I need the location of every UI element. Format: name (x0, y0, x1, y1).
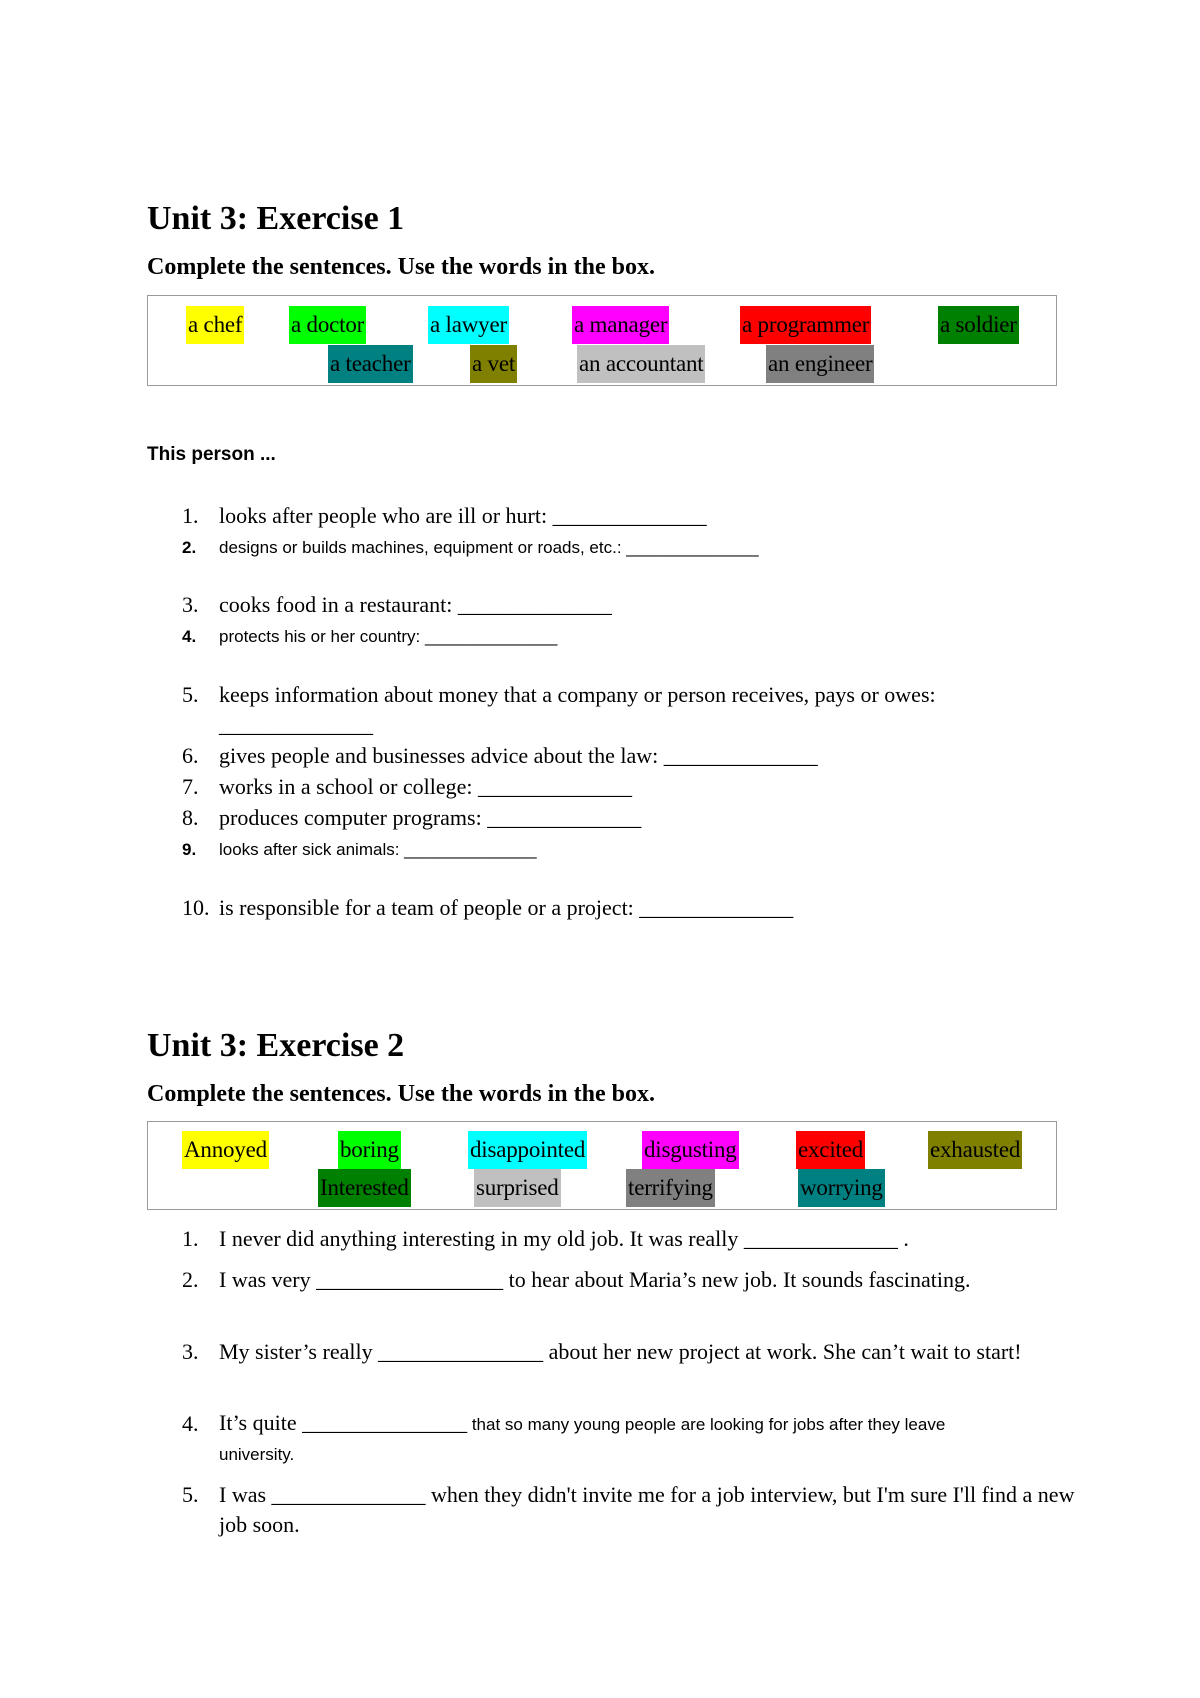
word-chip: excited (796, 1131, 865, 1169)
word-chip: boring (338, 1131, 401, 1169)
word-chip: disappointed (468, 1131, 587, 1169)
item-text: I was very _________________ to hear about Maria’s new job. It sounds fascinating. (219, 1267, 971, 1292)
word-chip: Interested (318, 1169, 411, 1207)
item-text: I never did anything interesting in my old job. It was really ______________ . (219, 1226, 909, 1251)
item-text: gives people and businesses advice about the law: ______________ (219, 743, 818, 768)
item-text: designs or builds machines, equipment or roads, etc.: ______________ (219, 538, 759, 557)
word-chip: a soldier (938, 306, 1019, 344)
word-chip: terrifying (626, 1169, 715, 1207)
item-number: 2. (182, 538, 197, 557)
item-text: looks after people who are ill or hurt: ______________ (219, 503, 707, 528)
word-chip: disgusting (642, 1131, 739, 1169)
item-number: 9. (182, 840, 197, 859)
item-number: 4. (182, 627, 197, 646)
item-number: 5. (182, 1482, 199, 1507)
word-chip: a chef (186, 306, 244, 344)
item-number: 1. (182, 503, 199, 528)
item-number: 7. (182, 774, 199, 799)
exercise1-instruction: Complete the sentences. Use the words in the box. (147, 254, 655, 280)
exercise1-word-box (147, 295, 1057, 386)
item-number: 6. (182, 743, 199, 768)
item-number: 3. (182, 1339, 199, 1364)
word-chip: a lawyer (428, 306, 509, 344)
item-text (219, 1409, 999, 1469)
word-chip: a manager (572, 306, 669, 344)
item-number: 8. (182, 805, 199, 830)
word-chip: a teacher (328, 345, 413, 383)
word-chip: exhausted (928, 1131, 1022, 1169)
word-chip: a programmer (740, 306, 871, 344)
exercise2-heading: Unit 3: Exercise 2 (147, 1027, 405, 1064)
item-text-part: that so many young people are looking for jobs after they leave university. (219, 1415, 946, 1464)
word-chip: surprised (474, 1169, 561, 1207)
item-number: 5. (182, 682, 199, 707)
item-number: 4. (182, 1411, 199, 1436)
item-text: keeps information about money that a company or person receives, pays or owes: ______________ (219, 682, 936, 737)
item-text: produces computer programs: ______________ (219, 805, 642, 830)
exercise2-word-box (147, 1121, 1057, 1210)
word-chip: worrying (798, 1169, 885, 1207)
item-text: is responsible for a team of people or a project: ______________ (219, 895, 794, 920)
word-chip: an accountant (577, 345, 705, 383)
item-text: I was ______________ when they didn't invite me for a job interview, but I'm sure I'll find a new job soon. (219, 1482, 1075, 1537)
item-number: 2. (182, 1267, 199, 1292)
word-chip: Annoyed (182, 1131, 269, 1169)
word-chip: a vet (470, 345, 517, 383)
exercise1-subheading: This person ... (147, 444, 276, 465)
item-number: 10. (182, 895, 210, 920)
exercise1-heading: Unit 3: Exercise 1 (147, 200, 405, 237)
word-chip: a doctor (289, 306, 366, 344)
item-text: My sister’s really _______________ about her new project at work. She can’t wait to start! (219, 1339, 1022, 1364)
exercise2-instruction: Complete the sentences. Use the words in the box. (147, 1081, 655, 1107)
item-number: 3. (182, 592, 199, 617)
item-text-part: It’s quite _______________ (219, 1410, 468, 1435)
item-text: looks after sick animals: ______________ (219, 840, 537, 859)
item-text: cooks food in a restaurant: ______________ (219, 592, 612, 617)
item-number: 1. (182, 1226, 199, 1251)
item-text: works in a school or college: ______________ (219, 774, 633, 799)
word-chip: an engineer (766, 345, 874, 383)
item-text: protects his or her country: ______________ (219, 627, 558, 646)
